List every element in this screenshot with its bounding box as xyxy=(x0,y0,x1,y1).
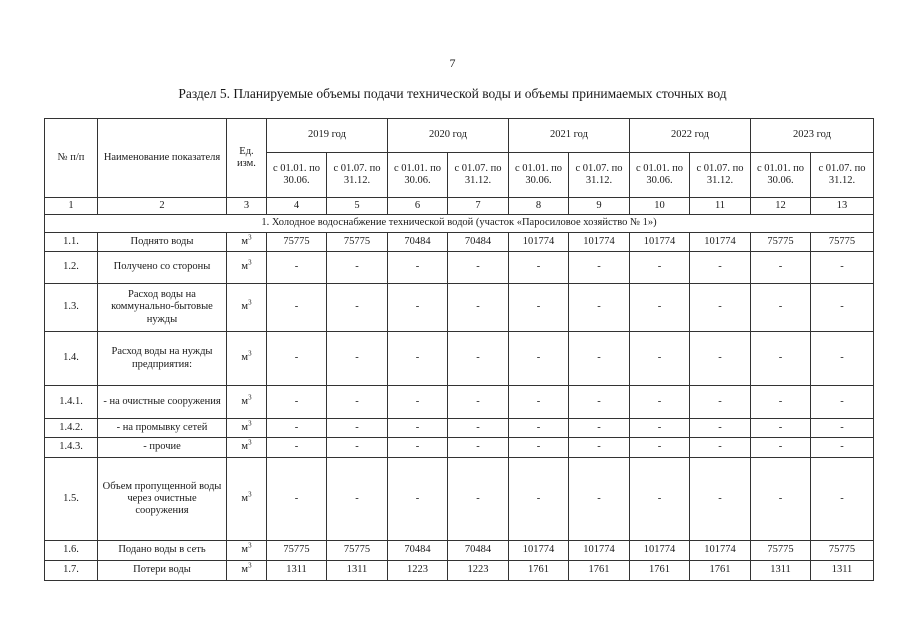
value-cell: - xyxy=(569,284,630,332)
table-row xyxy=(45,561,874,581)
value-cell: - xyxy=(267,332,327,386)
value-cell: 101774 xyxy=(630,233,690,252)
value-cell: 70484 xyxy=(388,541,448,561)
value-cell: - xyxy=(811,419,874,438)
value-cell: 75775 xyxy=(267,541,327,561)
header-index: 6 xyxy=(388,198,448,215)
header-index: 7 xyxy=(448,198,509,215)
value-cell: 75775 xyxy=(751,541,811,561)
value-cell: - xyxy=(327,252,388,284)
value-cell: - xyxy=(630,419,690,438)
unit-base: м xyxy=(241,261,249,273)
table-row xyxy=(45,332,874,386)
unit-exponent: 3 xyxy=(248,233,252,242)
row-name: Получено со стороны xyxy=(98,252,227,284)
value-cell: - xyxy=(690,438,751,458)
value-cell: - xyxy=(509,284,569,332)
value-cell: - xyxy=(267,386,327,419)
value-cell: - xyxy=(751,332,811,386)
value-cell: - xyxy=(630,332,690,386)
value-cell: - xyxy=(690,252,751,284)
value-cell: 101774 xyxy=(509,233,569,252)
unit-exponent: 3 xyxy=(248,438,252,447)
value-cell: - xyxy=(569,419,630,438)
unit-base: м xyxy=(241,352,249,364)
value-cell: 1223 xyxy=(448,561,509,581)
value-cell: 75775 xyxy=(811,233,874,252)
value-cell: - xyxy=(509,419,569,438)
unit-exponent: 3 xyxy=(248,349,252,358)
value-cell: 101774 xyxy=(509,541,569,561)
section-title: Раздел 5. Планируемые объемы подачи технической воды и объемы принимаемых сточных вод xyxy=(178,86,727,101)
unit-base: м xyxy=(241,235,249,247)
row-unit xyxy=(227,541,267,561)
unit-exponent: 3 xyxy=(248,298,252,307)
value-cell: - xyxy=(751,419,811,438)
unit-base: м xyxy=(241,395,249,407)
value-cell: - xyxy=(751,458,811,541)
header-index: 11 xyxy=(690,198,751,215)
row-number: 1.7. xyxy=(45,561,98,581)
table-row xyxy=(45,233,874,252)
row-name: - на очистные сооружения xyxy=(98,386,227,419)
header-index: 12 xyxy=(751,198,811,215)
value-cell: - xyxy=(327,386,388,419)
value-cell: - xyxy=(509,252,569,284)
row-unit xyxy=(227,386,267,419)
row-number: 1.2. xyxy=(45,252,98,284)
value-cell: - xyxy=(448,438,509,458)
header-unit: Ед. изм. xyxy=(227,119,267,198)
value-cell: - xyxy=(327,332,388,386)
page-number: 7 xyxy=(449,56,456,70)
header-index: 8 xyxy=(509,198,569,215)
value-cell: - xyxy=(448,458,509,541)
value-cell: - xyxy=(569,332,630,386)
value-cell: 75775 xyxy=(751,233,811,252)
header-num: № п/п xyxy=(45,119,98,198)
header-row-index xyxy=(45,198,874,215)
value-cell: 101774 xyxy=(569,541,630,561)
header-period-first-half: с 01.01. по 30.06. xyxy=(509,153,569,198)
value-cell: 1761 xyxy=(690,561,751,581)
value-cell: 1311 xyxy=(327,561,388,581)
row-number: 1.4.2. xyxy=(45,419,98,438)
value-cell: - xyxy=(630,438,690,458)
row-unit xyxy=(227,233,267,252)
row-unit xyxy=(227,252,267,284)
value-cell: - xyxy=(630,284,690,332)
value-cell: - xyxy=(751,252,811,284)
value-cell: - xyxy=(267,438,327,458)
value-cell: - xyxy=(509,332,569,386)
row-number: 1.4. xyxy=(45,332,98,386)
value-cell: 1311 xyxy=(751,561,811,581)
row-unit xyxy=(227,419,267,438)
row-number: 1.3. xyxy=(45,284,98,332)
value-cell: 1311 xyxy=(267,561,327,581)
row-name: Объем пропущенной воды через очистные сооружения xyxy=(98,458,227,541)
header-period-second-half: с 01.07. по 31.12. xyxy=(448,153,509,198)
value-cell: - xyxy=(811,252,874,284)
value-cell: - xyxy=(751,284,811,332)
row-name: Расход воды на коммунально-бытовые нужды xyxy=(98,284,227,332)
row-unit xyxy=(227,284,267,332)
value-cell: 75775 xyxy=(267,233,327,252)
value-cell: - xyxy=(327,438,388,458)
header-index: 13 xyxy=(811,198,874,215)
row-name: Расход воды на нужды предприятия: xyxy=(98,332,227,386)
value-cell: 70484 xyxy=(448,233,509,252)
unit-exponent: 3 xyxy=(248,419,252,428)
value-cell: - xyxy=(388,332,448,386)
value-cell: - xyxy=(267,252,327,284)
value-cell: 101774 xyxy=(690,541,751,561)
header-year-2020: 2020 год xyxy=(388,119,509,153)
value-cell: - xyxy=(509,386,569,419)
row-number: 1.5. xyxy=(45,458,98,541)
row-unit xyxy=(227,438,267,458)
value-cell: - xyxy=(690,332,751,386)
value-cell: 101774 xyxy=(690,233,751,252)
value-cell: - xyxy=(448,419,509,438)
header-period-second-half: с 01.07. по 31.12. xyxy=(327,153,388,198)
row-name: Подано воды в сеть xyxy=(98,541,227,561)
header-year-2019: 2019 год xyxy=(267,119,388,153)
table-row xyxy=(45,386,874,419)
value-cell: - xyxy=(267,284,327,332)
value-cell: 75775 xyxy=(811,541,874,561)
unit-exponent: 3 xyxy=(248,258,252,267)
value-cell: - xyxy=(811,386,874,419)
header-index: 3 xyxy=(227,198,267,215)
value-cell: 101774 xyxy=(630,541,690,561)
value-cell: - xyxy=(751,386,811,419)
row-name: - прочие xyxy=(98,438,227,458)
value-cell: - xyxy=(388,419,448,438)
value-cell: - xyxy=(690,419,751,438)
row-name: Поднято воды xyxy=(98,233,227,252)
row-unit xyxy=(227,332,267,386)
value-cell: - xyxy=(690,386,751,419)
table-row xyxy=(45,541,874,561)
table-row xyxy=(45,284,874,332)
unit-exponent: 3 xyxy=(248,490,252,499)
unit-base: м xyxy=(241,441,249,453)
header-index: 9 xyxy=(569,198,630,215)
value-cell: 75775 xyxy=(327,541,388,561)
value-cell: - xyxy=(448,332,509,386)
unit-base: м xyxy=(241,421,249,433)
value-cell: 1761 xyxy=(630,561,690,581)
value-cell: - xyxy=(811,332,874,386)
value-cell: - xyxy=(569,458,630,541)
header-index: 5 xyxy=(327,198,388,215)
table-row xyxy=(45,419,874,438)
value-cell: - xyxy=(267,419,327,438)
table-row xyxy=(45,252,874,284)
header-period-first-half: с 01.01. по 30.06. xyxy=(630,153,690,198)
value-cell: - xyxy=(811,284,874,332)
row-unit xyxy=(227,458,267,541)
value-cell: 1761 xyxy=(569,561,630,581)
value-cell: 70484 xyxy=(388,233,448,252)
value-cell: - xyxy=(569,438,630,458)
value-cell: - xyxy=(448,252,509,284)
value-cell: 1761 xyxy=(509,561,569,581)
value-cell: - xyxy=(569,386,630,419)
header-year-2023: 2023 год xyxy=(751,119,874,153)
data-table xyxy=(44,118,874,581)
value-cell: 70484 xyxy=(448,541,509,561)
value-cell: - xyxy=(630,252,690,284)
section-heading: 1. Холодное водоснабжение технической водой (участок «Паросиловое хозяйство № 1») xyxy=(45,215,874,233)
header-year-2021: 2021 год xyxy=(509,119,630,153)
value-cell: - xyxy=(690,284,751,332)
header-index: 4 xyxy=(267,198,327,215)
value-cell: - xyxy=(388,438,448,458)
header-year-2022: 2022 год xyxy=(630,119,751,153)
header-index: 1 xyxy=(45,198,98,215)
table-row xyxy=(45,458,874,541)
table-row xyxy=(45,438,874,458)
unit-base: м xyxy=(241,564,249,576)
value-cell: - xyxy=(388,458,448,541)
unit-exponent: 3 xyxy=(248,561,252,570)
row-number: 1.4.3. xyxy=(45,438,98,458)
header-period-first-half: с 01.01. по 30.06. xyxy=(388,153,448,198)
header-period-second-half: с 01.07. по 31.12. xyxy=(569,153,630,198)
value-cell: 1223 xyxy=(388,561,448,581)
unit-base: м xyxy=(241,544,249,556)
header-name: Наименование показателя xyxy=(98,119,227,198)
value-cell: - xyxy=(327,284,388,332)
unit-base: м xyxy=(241,492,249,504)
value-cell: - xyxy=(811,438,874,458)
unit-base: м xyxy=(241,301,249,313)
header-period-second-half: с 01.07. по 31.12. xyxy=(690,153,751,198)
value-cell: - xyxy=(509,438,569,458)
value-cell: - xyxy=(630,458,690,541)
value-cell: - xyxy=(630,386,690,419)
value-cell: - xyxy=(751,438,811,458)
value-cell: 75775 xyxy=(327,233,388,252)
header-period-second-half: с 01.07. по 31.12. xyxy=(811,153,874,198)
header-index: 2 xyxy=(98,198,227,215)
value-cell: - xyxy=(267,458,327,541)
value-cell: - xyxy=(388,386,448,419)
section-heading-row xyxy=(45,215,874,233)
row-number: 1.6. xyxy=(45,541,98,561)
header-period-first-half: с 01.01. по 30.06. xyxy=(267,153,327,198)
value-cell: - xyxy=(448,386,509,419)
value-cell: 101774 xyxy=(569,233,630,252)
header-row-years xyxy=(45,119,874,153)
value-cell: - xyxy=(509,458,569,541)
value-cell: - xyxy=(327,458,388,541)
row-number: 1.1. xyxy=(45,233,98,252)
value-cell: - xyxy=(327,419,388,438)
value-cell: - xyxy=(388,284,448,332)
header-index: 10 xyxy=(630,198,690,215)
header-period-first-half: с 01.01. по 30.06. xyxy=(751,153,811,198)
unit-exponent: 3 xyxy=(248,541,252,550)
value-cell: - xyxy=(569,252,630,284)
unit-exponent: 3 xyxy=(248,393,252,402)
value-cell: - xyxy=(811,458,874,541)
value-cell: 1311 xyxy=(811,561,874,581)
row-unit xyxy=(227,561,267,581)
value-cell: - xyxy=(448,284,509,332)
value-cell: - xyxy=(388,252,448,284)
row-name: Потери воды xyxy=(98,561,227,581)
value-cell: - xyxy=(690,458,751,541)
row-name: - на промывку сетей xyxy=(98,419,227,438)
row-number: 1.4.1. xyxy=(45,386,98,419)
